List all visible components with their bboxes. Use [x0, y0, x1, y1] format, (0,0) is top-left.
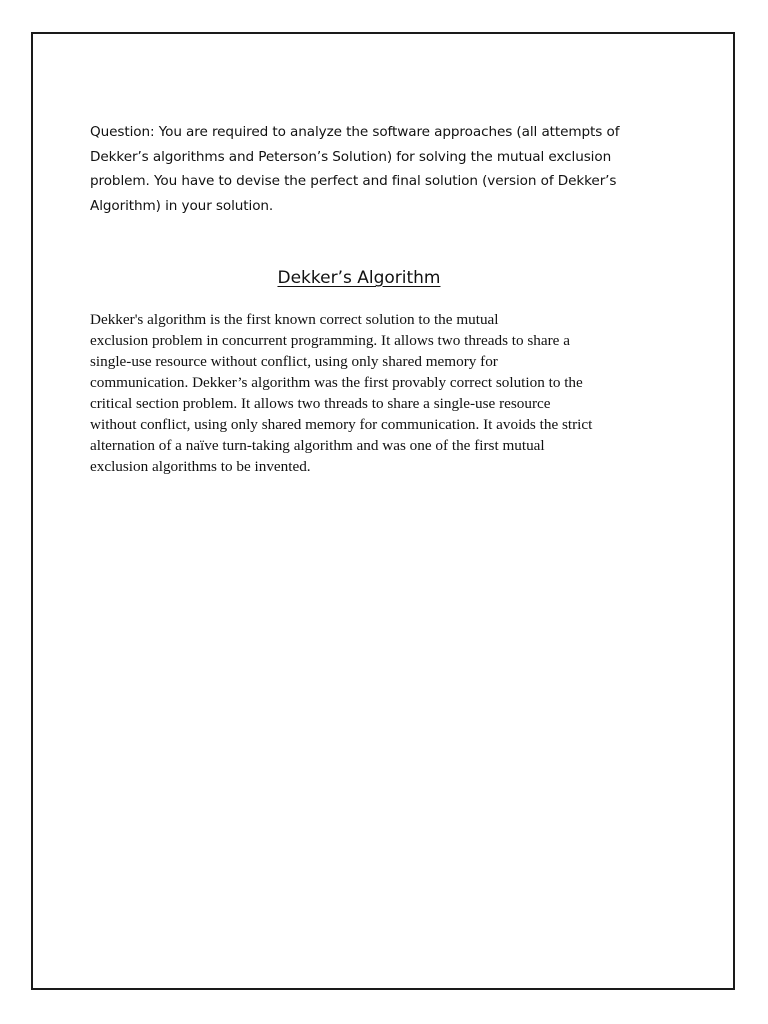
body-line: communication. Dekker’s algorithm was the first provably correct solution to the — [90, 374, 583, 391]
question-line: problem. You have to devise the perfect and final solution (version of Dekker’s — [90, 173, 617, 189]
section-heading: Dekker’s Algorithm — [277, 268, 441, 288]
question-paragraph — [90, 120, 680, 218]
body-line: exclusion algorithms to be invented. — [90, 458, 311, 475]
body-paragraph — [90, 309, 690, 477]
question-line: Algorithm) in your solution. — [90, 197, 274, 214]
body-line: without conflict, using only shared memory for communication. It avoids the strict — [90, 416, 593, 433]
body-line: single-use resource without conflict, using only shared memory for — [90, 353, 498, 370]
body-line: alternation of a naïve turn-taking algorithm and was one of the first mutual — [90, 437, 545, 454]
body-line: critical section problem. It allows two threads to share a single-use resource — [90, 395, 551, 412]
question-line: Dekker’s algorithms and Peterson’s Solution) for solving the mutual exclusion — [90, 148, 612, 165]
body-line: exclusion problem in concurrent programming. It allows two threads to share a — [90, 332, 570, 349]
body-line: Dekker's algorithm is the first known correct solution to the mutual — [90, 311, 499, 328]
question-line: Question: You are required to analyze the software approaches (all attempts of — [90, 124, 620, 140]
